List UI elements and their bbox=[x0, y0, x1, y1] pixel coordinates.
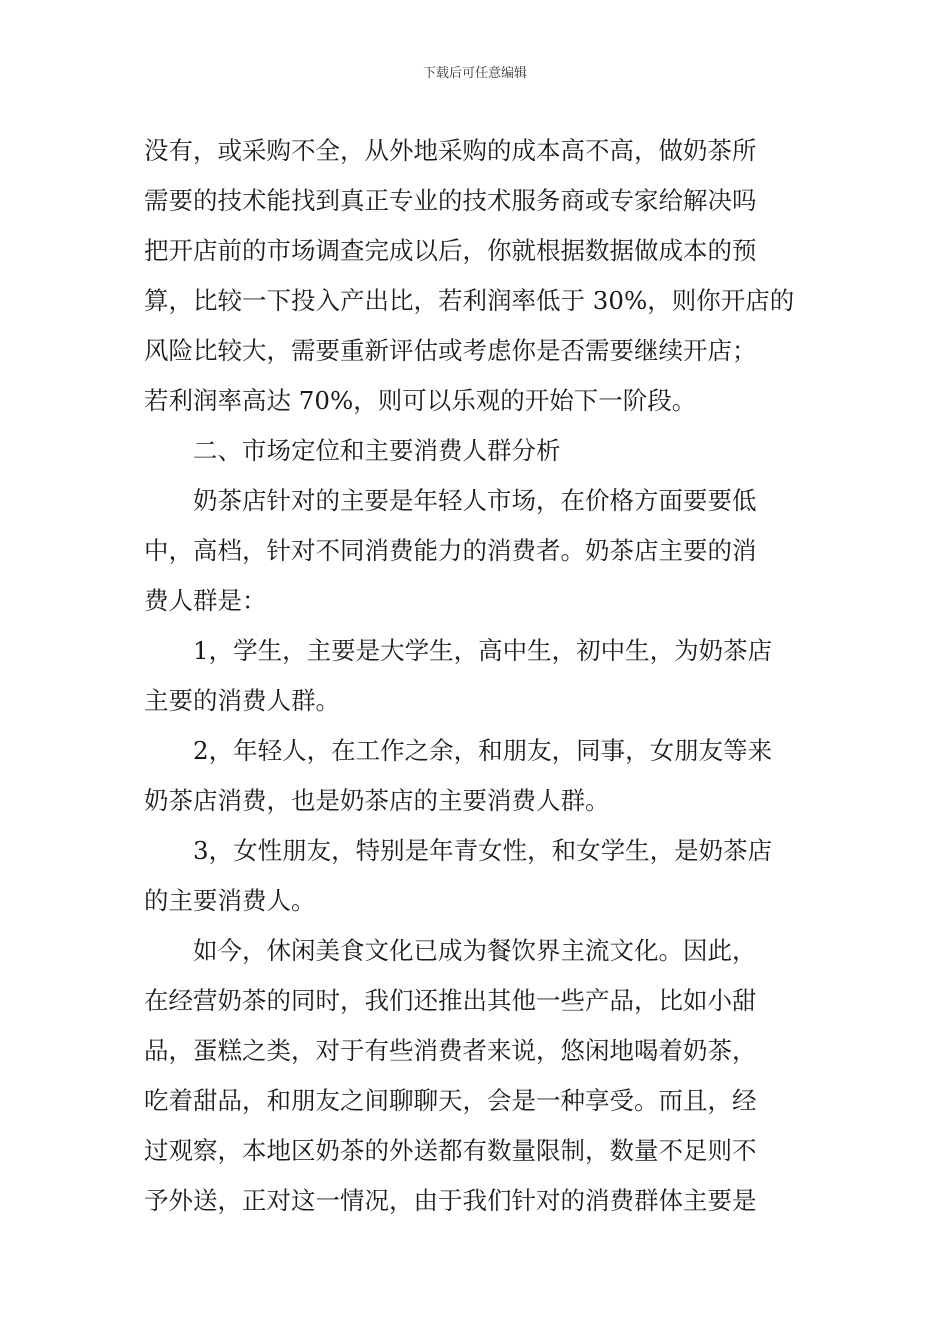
text-line: 主要的消费人群。 bbox=[144, 686, 340, 715]
paragraph-first-line: 奶茶店针对的主要是年轻人市场，在价格方面要要低 bbox=[193, 486, 757, 515]
text-line: 奶茶店消费，也是奶茶店的主要消费人群。 bbox=[144, 786, 610, 815]
text-line: 吃着甜品，和朋友之间聊聊天，会是一种享受。而且，经 bbox=[144, 1086, 757, 1115]
document-body bbox=[144, 126, 808, 1226]
list-item-first-line: 2，年轻人，在工作之余，和朋友，同事，女朋友等来 bbox=[193, 736, 773, 765]
text-line: 算，比较一下投入产出比，若利润率低于 30%，则你开店的 bbox=[144, 286, 795, 315]
text-line: 在经营奶茶的同时，我们还推出其他一些产品，比如小甜 bbox=[144, 986, 757, 1015]
text-line: 品，蛋糕之类，对于有些消费者来说，悠闲地喝着奶茶， bbox=[144, 1036, 757, 1065]
text-line: 过观察，本地区奶茶的外送都有数量限制，数量不足则不 bbox=[144, 1136, 757, 1165]
page-header: 下载后可任意编辑 bbox=[422, 66, 527, 81]
text-line: 需要的技术能找到真正专业的技术服务商或专家给解决吗 bbox=[144, 186, 757, 215]
section-heading: 二、市场定位和主要消费人群分析 bbox=[193, 436, 561, 465]
text-line: 的主要消费人。 bbox=[144, 886, 316, 915]
text-line: 风险比较大，需要重新评估或考虑你是否需要继续开店； bbox=[144, 336, 757, 365]
text-line: 把开店前的市场调查完成以后，你就根据数据做成本的预 bbox=[144, 236, 757, 265]
paragraph-first-line: 如今，休闲美食文化已成为餐饮界主流文化。因此， bbox=[193, 936, 757, 965]
text-line: 若利润率高达 70%，则可以乐观的开始下一阶段。 bbox=[144, 386, 697, 415]
list-item-first-line: 1，学生，主要是大学生，高中生，初中生，为奶茶店 bbox=[193, 636, 773, 665]
text-line: 没有，或采购不全，从外地采购的成本高不高，做奶茶所 bbox=[144, 136, 757, 165]
text-line: 费人群是： bbox=[144, 586, 267, 615]
text-line: 中，高档，针对不同消费能力的消费者。奶茶店主要的消 bbox=[144, 536, 757, 565]
text-line: 予外送，正对这一情况，由于我们针对的消费群体主要是 bbox=[144, 1186, 757, 1215]
list-item-first-line: 3，女性朋友，特别是年青女性，和女学生，是奶茶店 bbox=[193, 836, 773, 865]
